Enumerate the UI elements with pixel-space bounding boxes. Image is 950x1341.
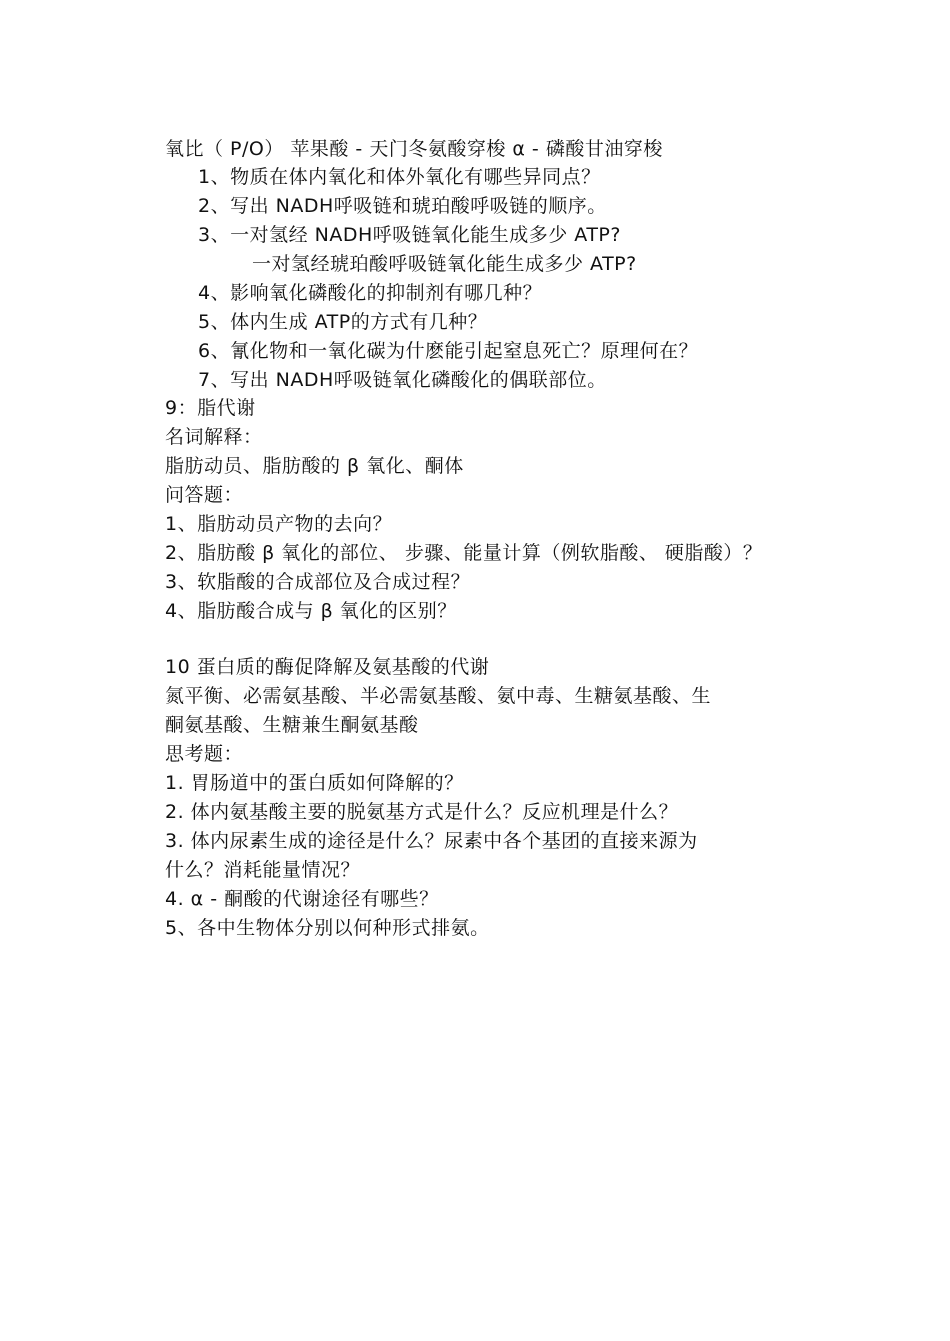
question-item: 5、各中生物体分别以何种形式排氨。	[165, 917, 490, 939]
question-item: 4、脂肪酸合成与 β 氧化的区别？	[165, 600, 457, 622]
oxidation-terms-line: 氧比（ P/O） 苹果酸 - 天门冬氨酸穿梭 α - 磷酸甘油穿梭	[165, 138, 663, 160]
question-item: 4、影响氧化磷酸化的抑制剂有哪几种？	[198, 282, 543, 304]
question-item: 3. 体内尿素生成的途径是什么？尿素中各个基团的直接来源为	[165, 830, 698, 852]
terms-text: 酮氨基酸、生糖兼生酮氨基酸	[165, 714, 419, 736]
question-item: 7、写出 NADH呼吸链氧化磷酸化的偶联部位。	[198, 369, 607, 391]
question-item: 2、写出 NADH呼吸链和琥珀酸呼吸链的顺序。	[198, 195, 607, 217]
question-item: 3、软脂酸的合成部位及合成过程？	[165, 571, 471, 593]
terms-text: 氮平衡、必需氨基酸、半必需氨基酸、氨中毒、生糖氨基酸、生	[165, 685, 712, 707]
terms-text: 脂肪动员、脂肪酸的 β 氧化、酮体	[165, 455, 464, 477]
section-title: 9：脂代谢	[165, 397, 256, 419]
question-item: 1. 胃肠道中的蛋白质如何降解的？	[165, 772, 464, 794]
question-item: 6、氰化物和一氧化碳为什麽能引起窒息死亡？原理何在？	[198, 340, 699, 362]
question-item: 一对氢经琥珀酸呼吸链氧化能生成多少 ATP?	[252, 253, 637, 275]
questions-heading: 思考题：	[165, 743, 244, 765]
question-item: 2、脂肪酸 β 氧化的部位、 步骤、能量计算（例软脂酸、 硬脂酸）？	[165, 542, 763, 564]
question-item: 1、脂肪动员产物的去向？	[165, 513, 393, 535]
question-item-continuation: 什么？消耗能量情况？	[165, 859, 361, 881]
section-title: 10 蛋白质的酶促降解及氨基酸的代谢	[165, 656, 490, 678]
questions-heading: 问答题：	[165, 484, 244, 506]
question-item: 5、体内生成 ATP的方式有几种？	[198, 311, 488, 333]
question-item: 2. 体内氨基酸主要的脱氨基方式是什么？反应机理是什么？	[165, 801, 679, 823]
question-item: 1、物质在体内氧化和体外氧化有哪些异同点？	[198, 166, 601, 188]
question-item: 3、一对氢经 NADH呼吸链氧化能生成多少 ATP?	[198, 224, 621, 246]
terms-heading: 名词解释：	[165, 426, 263, 448]
question-item: 4. α - 酮酸的代谢途径有哪些？	[165, 888, 439, 910]
